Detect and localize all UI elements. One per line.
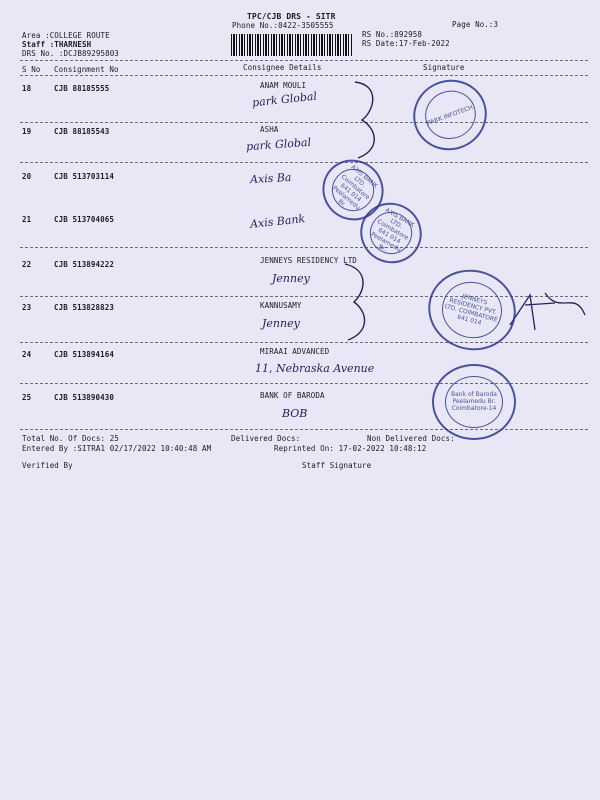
divider	[20, 122, 588, 123]
row-consignment: CJB 513894164	[54, 350, 114, 359]
handwritten-signature: 11, Nebraska Avenue	[255, 362, 375, 375]
col-signature: Signature	[423, 63, 465, 72]
drs-number: DRS No. :DCJB89295803	[22, 49, 119, 58]
barcode	[231, 34, 353, 56]
divider	[20, 247, 588, 248]
divider	[20, 162, 588, 163]
row-sno: 21	[22, 215, 32, 224]
handwritten-signature: Axis Bank	[249, 212, 306, 231]
verified-by: Verified By	[22, 461, 73, 470]
divider	[20, 60, 588, 61]
rs-number: RS No.:892958	[362, 30, 422, 39]
brace-mark	[350, 80, 390, 160]
row-sno: 18	[22, 84, 32, 93]
park-infotech-stamp	[403, 69, 496, 160]
row-consignee: ANAM MOULI	[260, 81, 307, 90]
row-sno: 24	[22, 350, 32, 359]
row-sno: 25	[22, 393, 32, 402]
stamp-text: JENNEYS RESIDENCY PVT. LTD. COIMBATORE 641 014	[435, 275, 508, 344]
brace-mark	[340, 262, 380, 342]
row-sno: 22	[22, 260, 32, 269]
divider	[20, 342, 588, 343]
col-consignee: Consignee Details	[243, 63, 322, 72]
row-consignment: CJB 513890430	[54, 393, 114, 402]
row-sno: 19	[22, 127, 32, 136]
stamp-text: AXIS BANK LTD. Coimbatore 641 014 Peelamedu Br.	[323, 161, 382, 220]
document-title: TPC/CJB DRS - SITR	[247, 12, 336, 21]
non-delivered-docs: Non Delivered Docs:	[367, 434, 455, 443]
phone-number: Phone No.:0422-3505555	[232, 21, 334, 30]
total-docs: Total No. Of Docs: 25	[22, 434, 119, 443]
handwritten-signature: Jenney	[262, 317, 300, 330]
row-consignee: MIRAAI ADVANCED	[260, 347, 330, 356]
row-consignment: CJB 513704065	[54, 215, 114, 224]
divider	[20, 75, 588, 76]
handwritten-signature: park Global	[251, 89, 318, 110]
row-consignment: CJB 513828823	[54, 303, 114, 312]
delivered-docs: Delivered Docs:	[231, 434, 301, 443]
handwritten-signature: park Global	[245, 135, 312, 154]
bank-of-baroda-stamp	[432, 364, 516, 440]
handwritten-signature: Axis Ba	[249, 170, 292, 187]
row-consignee: JENNEYS RESIDENCY LTD	[260, 256, 357, 265]
row-consignee: ASHA	[260, 125, 279, 134]
scribble-signature	[505, 285, 590, 335]
col-sno: S No	[22, 65, 41, 74]
stamp-text: AXIS BANK LTD. Coimbatore 641 014 Peelamedu Br.	[362, 205, 419, 262]
staff-label: Staff :THARNESH	[22, 40, 92, 49]
row-consignment: CJB 88185543	[54, 127, 110, 136]
col-consignment: Consignment No	[54, 65, 119, 74]
row-consignment: CJB 88185555	[54, 84, 110, 93]
jenneys-residency-stamp	[419, 260, 525, 360]
row-sno: 23	[22, 303, 32, 312]
row-consignee: BANK OF BARODA	[260, 391, 325, 400]
row-sno: 20	[22, 172, 32, 181]
row-consignee: KANNUSAMY	[260, 301, 302, 310]
rs-date: RS Date:17-Feb-2022	[362, 39, 450, 48]
entered-by: Entered By :SITRA1 02/17/2022 10:40:48 AM	[22, 444, 212, 453]
handwritten-signature: Jenney	[272, 272, 310, 285]
handwritten-signature: BOB	[282, 407, 308, 420]
staff-signature: Staff Signature	[302, 461, 372, 470]
row-consignment: CJB 513894222	[54, 260, 114, 269]
row-consignment: CJB 513703114	[54, 172, 114, 181]
page-number: Page No.:3	[452, 20, 499, 29]
area-label: Area :COLLEGE ROUTE	[22, 31, 110, 40]
stamp-text: Bank of Baroda Peelamedu Br. Coimbatore-14	[445, 376, 503, 428]
reprinted-on: Reprinted On: 17-02-2022 10:48:12	[274, 444, 427, 453]
stamp-text: PARK INFOTECH	[418, 84, 482, 147]
